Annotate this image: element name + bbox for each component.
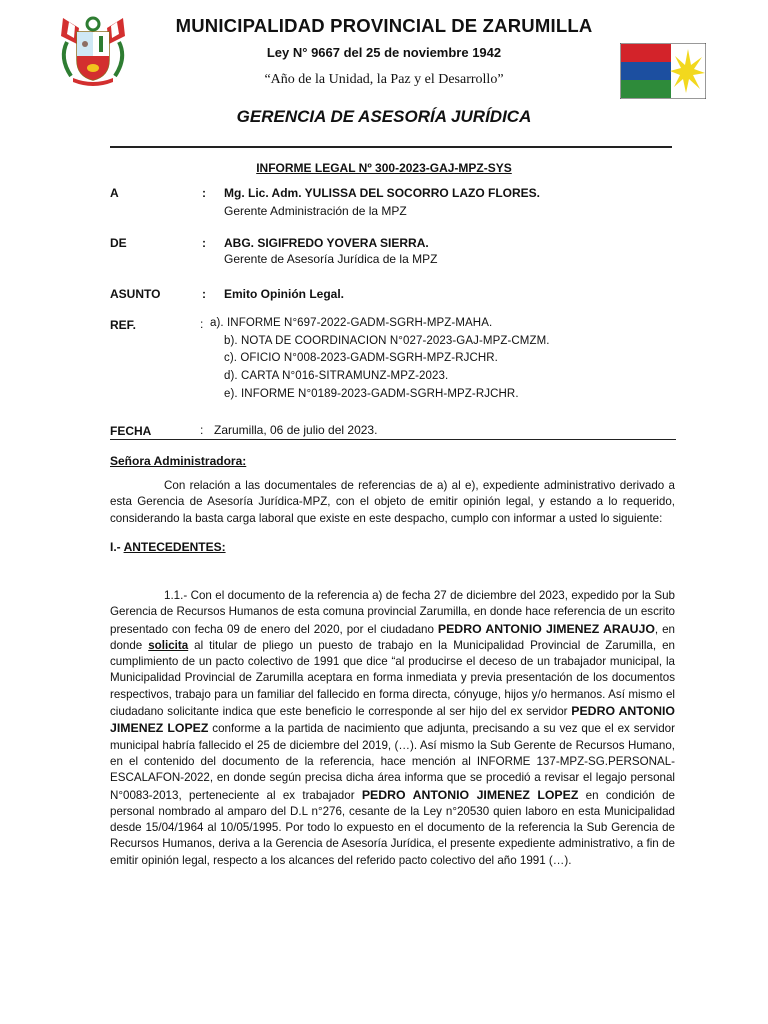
to-colon: : — [202, 186, 206, 200]
ref-item: c). OFICIO N°008-2023-GADM-SGRH-MPZ-RJCHR. — [224, 352, 498, 364]
date-colon: : — [200, 423, 204, 437]
ref-item: a). INFORME N°697-2022-GADM-SGRH-MPZ-MAHA. — [210, 317, 493, 329]
date-label: FECHA — [110, 424, 152, 438]
section-title: ANTECEDENTES: — [123, 540, 226, 554]
from-label: DE — [110, 236, 127, 250]
para-text: conforme a la partida de nacimiento que adjunta, precisando a su vez que el ex servidor municipal habría fallecido el 25 de diciembre del 2019, (…). Así mismo la Sub Gerente de Recursos Humano, en el contenido del documento de la referencia, hace mención al INFORME 137-MPZ-SG.PERSONAL-ESCALAFON-2022, en donde según precisa dicha área informa que se procedió a revisar el legajo personal N°0083-2013, perteneciente al ex trabajador — [110, 722, 675, 802]
intro-paragraph: Con relación a las documentales de referencias de a) al e), expediente administrativo derivado a esta Gerencia de Asesoría Jurídica-MPZ, con el objeto de emitir opinión legal, y estando a lo requerido, considerando la basta carga laboral que existe en este despacho, cumplo con informar a usted lo siguiente: — [110, 479, 675, 525]
para-text: al titular de pliego un puesto de trabajo en la Municipalidad Provincial de Zarumilla, en cumplimiento de un pacto colectivo de 1991 que dice “al producirse el deceso de un trabajador municipal, la Municipalidad Provincial de Zarumilla aceptara en forma inmediata y previa presentación de los documentos respectivos, trabajo para un familiar del fallecido en forma directa, cónyuge, hijos y/o hermanos. Así mismo el ciudadano solicitante indica que este beneficio le corresponde al ser hijo del ex servidor — [110, 638, 675, 719]
subject-label: ASUNTO — [110, 287, 161, 301]
from-name: ABG. SIGIFREDO YOVERA SIERRA. — [224, 236, 429, 250]
from-role: Gerente de Asesoría Jurídica de la MPZ — [224, 252, 438, 266]
ref-colon: : — [200, 317, 204, 331]
year-motto: “Año de la Unidad, la Paz y el Desarrollo” — [264, 72, 504, 87]
ref-label: REF. — [110, 318, 137, 332]
para-text: , en donde — [110, 622, 675, 652]
former-employee-name: PEDRO ANTONIO JIMENEZ LOPEZ — [361, 787, 579, 802]
date-value: Zarumilla, 06 de julio del 2023. — [214, 423, 378, 437]
report-title: INFORME LEGAL Nº 300-2023-GAJ-MPZ-SYS — [256, 161, 512, 175]
ref-item: d). CARTA N°016-SITRAMUNZ-MPZ-2023. — [224, 370, 449, 382]
law-reference: Ley N° 9667 del 25 de noviembre 1942 — [266, 45, 502, 60]
memo-divider — [110, 439, 676, 440]
antecedent-paragraph — [110, 588, 675, 869]
from-colon: : — [202, 236, 206, 250]
section-heading — [110, 540, 226, 554]
ref-item: b). NOTA DE COORDINACION N°027-2023-GAJ-MPZ-CMZM. — [224, 335, 550, 347]
municipality-title: MUNICIPALIDAD PROVINCIAL DE ZARUMILLA — [175, 15, 593, 36]
para-text: 1.1.- Con el documento de la referencia a) de fecha 27 de diciembre del 2023, expedido por la Sub Gerencia de Recursos Humanos de esta comuna provincial Zarumilla, en donde hace referencia de un escrito presentado con fecha 09 de enero del 2020, por el ciudadano — [110, 589, 675, 636]
to-role: Gerente Administración de la MPZ — [224, 204, 407, 218]
section-number: I.- — [110, 540, 121, 554]
citizen-name: PEDRO ANTONIO JIMENEZ ARAUJO — [437, 621, 655, 636]
former-employee-name: PEDRO ANTONIO JIMENEZ LOPEZ — [110, 704, 675, 736]
department-title: GERENCIA DE ASESORÍA JURÍDICA — [236, 107, 532, 126]
para-text: en condición de personal nombrado al amparo del D.L n°276, cesante de la Ley n°20530 quien laboro en esta Municipalidad desde 15/04/1964 al 10/05/1995. Por todo lo expuesto en el documento de la referencia la Sub Gerencia de Recursos Humanos, deriva a la Gerencia de Asesoría Jurídica, el presente expediente administrativo, a fin de emitir opinión legal, respecto a los alcances del referido pacto colectivo del año 1991 (…). — [110, 788, 675, 867]
subject-text: Emito Opinión Legal. — [224, 287, 344, 301]
header-divider — [110, 146, 672, 148]
to-name: Mg. Lic. Adm. YULISSA DEL SOCORRO LAZO FLORES. — [224, 186, 541, 200]
solicita-keyword: solicita — [148, 638, 189, 652]
salutation: Señora Administradora: — [110, 454, 247, 468]
ref-item: e). INFORME N°0189-2023-GADM-SGRH-MPZ-RJCHR. — [224, 388, 519, 400]
subject-colon: : — [202, 287, 206, 301]
zarumilla-flag-icon — [620, 43, 706, 99]
to-label: A — [110, 186, 119, 200]
